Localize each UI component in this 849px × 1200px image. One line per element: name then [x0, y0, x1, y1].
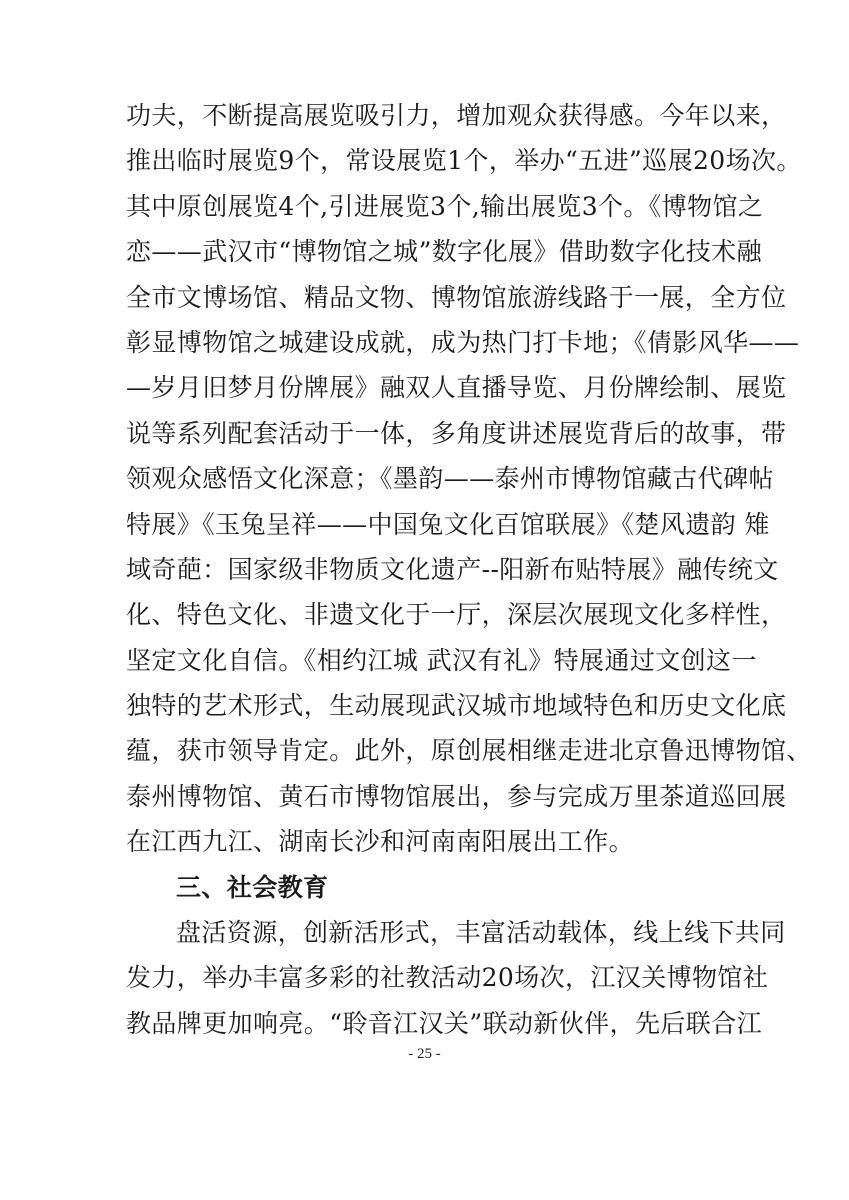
document-body: [126, 93, 812, 1046]
text-line: 在江西九江、湖南长沙和河南南阳展出工作。: [126, 827, 635, 857]
text-line: 盘活资源，创新活形式，丰富活动载体，线上线下共同: [176, 918, 786, 948]
section-heading: 三、社会教育: [176, 872, 329, 902]
text-line: 独特的艺术形式，生动展现武汉城市地域特色和历史文化底: [126, 691, 787, 721]
text-line: 彰显博物馆之城建设成就，成为热门打卡地；《倩影风华——: [126, 327, 800, 357]
text-line: 域奇葩：国家级非物质文化遗产--阳新布贴特展》融传统文: [126, 554, 779, 584]
text-line: 特展》《玉兔呈祥——中国兔文化百馆联展》《楚风遗韵 雉: [126, 509, 770, 539]
text-line: 功夫，不断提高展览吸引力，增加观众获得感。今年以来，: [126, 101, 787, 130]
text-line: 教品牌更加响亮。“聆音江汉关”联动新伙伴，先后联合江: [126, 1008, 762, 1038]
text-line: 其中原创展览4个,引进展览3个,输出展览3个。《博物馆之: [126, 191, 764, 221]
text-line: 发力，举办丰富多彩的社教活动20场次，江汉关博物馆社: [126, 963, 769, 993]
text-line: 推出临时展览9个，常设展览1个，举办“五进”巡展20场次。: [126, 146, 802, 176]
text-line: 全市文博场馆、精品文物、博物馆旅游线路于一展，全方位: [126, 282, 787, 312]
text-line: 领观众感悟文化深意；《墨韵——泰州市博物馆藏古代碑帖: [126, 464, 774, 494]
text-line: 恋——武汉市“博物馆之城”数字化展》借助数字化技术融: [126, 237, 762, 267]
text-line: —岁月旧梦月份牌展》融双人直播导览、月份牌绘制、展览: [126, 373, 787, 403]
page-number: - 25 -: [408, 1046, 441, 1062]
text-line: 蕴，获市领导肯定。此外，原创展相继走进北京鲁迅博物馆、: [126, 736, 812, 766]
text-line: 泰州博物馆、黄石市博物馆展出，参与完成万里茶道巡回展: [126, 781, 787, 811]
text-line: 说等系列配套活动于一体，多角度讲述展览背后的故事，带: [126, 418, 787, 448]
text-line: 坚定文化自信。《相约江城 武汉有礼》特展通过文创这一: [126, 645, 757, 675]
text-line: 化、特色文化、非遗文化于一厅，深层次展现文化多样性，: [126, 600, 787, 630]
